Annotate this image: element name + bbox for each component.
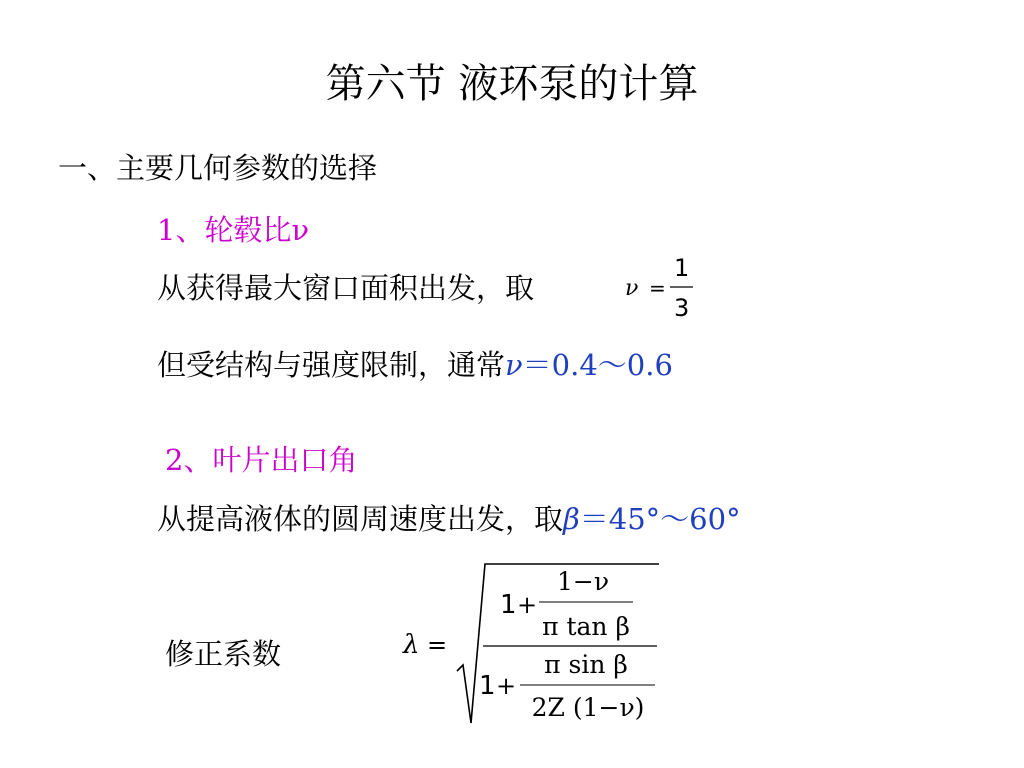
page-title: 第六节 液环泵的计算: [325, 61, 699, 107]
equals-sign: =: [427, 631, 448, 659]
top-numerator: 1−ν: [556, 567, 610, 596]
correction-factor-formula: [395, 555, 670, 730]
plus-sign: +: [496, 672, 517, 700]
hub-ratio-range-text: 但受结构与强度限制，通常: [157, 348, 506, 382]
hub-ratio-formula: [621, 252, 701, 322]
nu-symbol: ν: [625, 276, 639, 301]
section-heading: 一、主要几何参数的选择: [58, 151, 378, 185]
subheading-blade-angle: 2、叶片出口角: [165, 443, 358, 477]
nu-symbol: ν: [505, 348, 523, 382]
bottom-numerator: π sin β: [544, 650, 628, 679]
fraction-denominator: 3: [674, 294, 690, 322]
top-denominator: π tan β: [542, 612, 630, 641]
hub-ratio-text: 从获得最大窗口面积出发，取: [157, 271, 535, 305]
fraction-numerator: 1: [674, 254, 690, 282]
one-digit: 1: [479, 671, 496, 701]
equals-sign: =: [649, 276, 666, 300]
hub-ratio-range-value: ＝0.4～0.6: [522, 348, 673, 382]
blade-angle-value: ＝45°～60°: [579, 502, 741, 536]
bottom-denominator: 2Z (1−ν): [531, 693, 645, 722]
beta-symbol: β: [563, 502, 580, 536]
hub-ratio-range-line: [157, 343, 673, 384]
subheading-hub-ratio: 1、轮毂比ν: [157, 213, 310, 247]
plus-sign: +: [517, 591, 538, 619]
blade-angle-line: [157, 497, 741, 538]
blade-angle-text: 从提高液体的圆周速度出发，取: [157, 502, 564, 536]
correction-factor-label: 修正系数: [165, 637, 282, 671]
one-digit: 1: [500, 590, 517, 620]
lambda-symbol: λ: [403, 630, 420, 660]
